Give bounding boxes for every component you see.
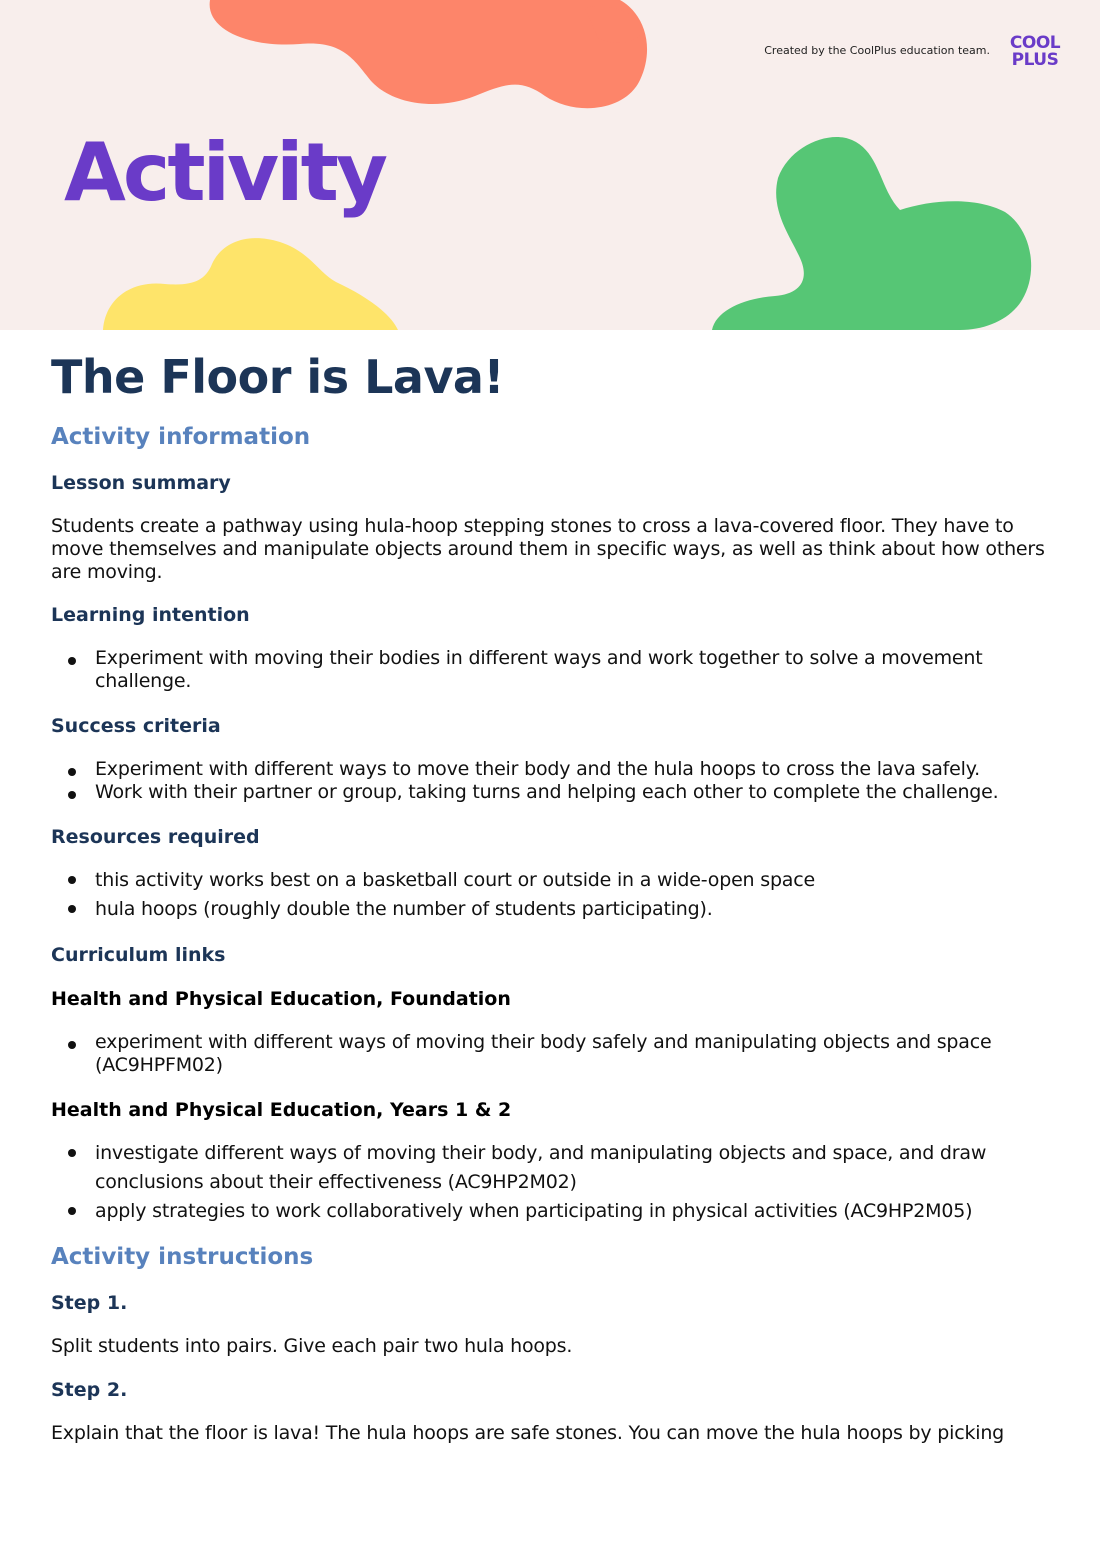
step-2-text: Explain that the floor is lava! The hula hoops are safe stones. You can move the hula hoops by picking — [51, 1422, 1005, 1444]
document-body — [51, 350, 1051, 1445]
learning-intention-list — [51, 647, 1051, 693]
step-1-text: Split students into pairs. Give each pair two hula hoops. — [51, 1335, 573, 1357]
activity-label: Activity — [64, 126, 385, 219]
orange-blob — [210, 0, 647, 108]
section-heading-info: Activity information — [51, 424, 311, 450]
page-title: The Floor is Lava! — [51, 350, 504, 404]
list-item: Work with their partner or group, taking turns and helping each other to complete the challenge. — [51, 781, 1051, 804]
list-item: this activity works best on a basketball court or outside in a wide-open space — [51, 866, 1051, 895]
credit-text: Created by the CoolPlus education team. — [764, 44, 990, 57]
learning-intention-heading: Learning intention — [51, 604, 250, 626]
list-item: experiment with different ways of moving their body safely and manipulating objects and space (AC9HPFM02) — [51, 1031, 1051, 1077]
resources-heading: Resources required — [51, 826, 260, 848]
foundation-list — [51, 1031, 1051, 1077]
list-item: investigate different ways of moving their body, and manipulating objects and space, and draw conclusions about their effectiveness (AC9HP2M02) — [51, 1139, 1051, 1197]
lesson-summary-heading: Lesson summary — [51, 472, 231, 494]
step-2-heading: Step 2. — [51, 1379, 128, 1401]
coolplus-logo — [1003, 35, 1067, 69]
logo-line-1: COOL — [1009, 33, 1061, 53]
years-list — [51, 1139, 1051, 1226]
list-item: Experiment with different ways to move their body and the hula hoops to cross the lava safely. — [51, 758, 1051, 781]
yellow-blob — [103, 238, 398, 330]
list-item: Experiment with moving their bodies in different ways and work together to solve a movement challenge. — [51, 647, 1051, 693]
list-item: apply strategies to work collaboratively when participating in physical activities (AC9HP2M05) — [51, 1197, 1051, 1226]
years-heading: Health and Physical Education, Years 1 & 2 — [51, 1099, 512, 1121]
lesson-summary-text: Students create a pathway using hula-hoop stepping stones to cross a lava-covered floor. They have to move themselves and manipulate objects around them in specific ways, as well as think about how others are moving. — [51, 515, 1045, 583]
success-criteria-heading: Success criteria — [51, 715, 221, 737]
curriculum-links-heading: Curriculum links — [51, 944, 226, 966]
section-heading-instructions: Activity instructions — [51, 1244, 314, 1270]
list-item: hula hoops (roughly double the number of students participating). — [51, 895, 1051, 924]
logo-line-2: PLUS — [1011, 50, 1059, 70]
header-banner — [0, 0, 1100, 330]
success-criteria-list — [51, 758, 1051, 804]
green-blob — [712, 137, 1031, 330]
resources-list — [51, 866, 1051, 924]
foundation-heading: Health and Physical Education, Foundation — [51, 988, 511, 1010]
step-1-heading: Step 1. — [51, 1292, 128, 1314]
